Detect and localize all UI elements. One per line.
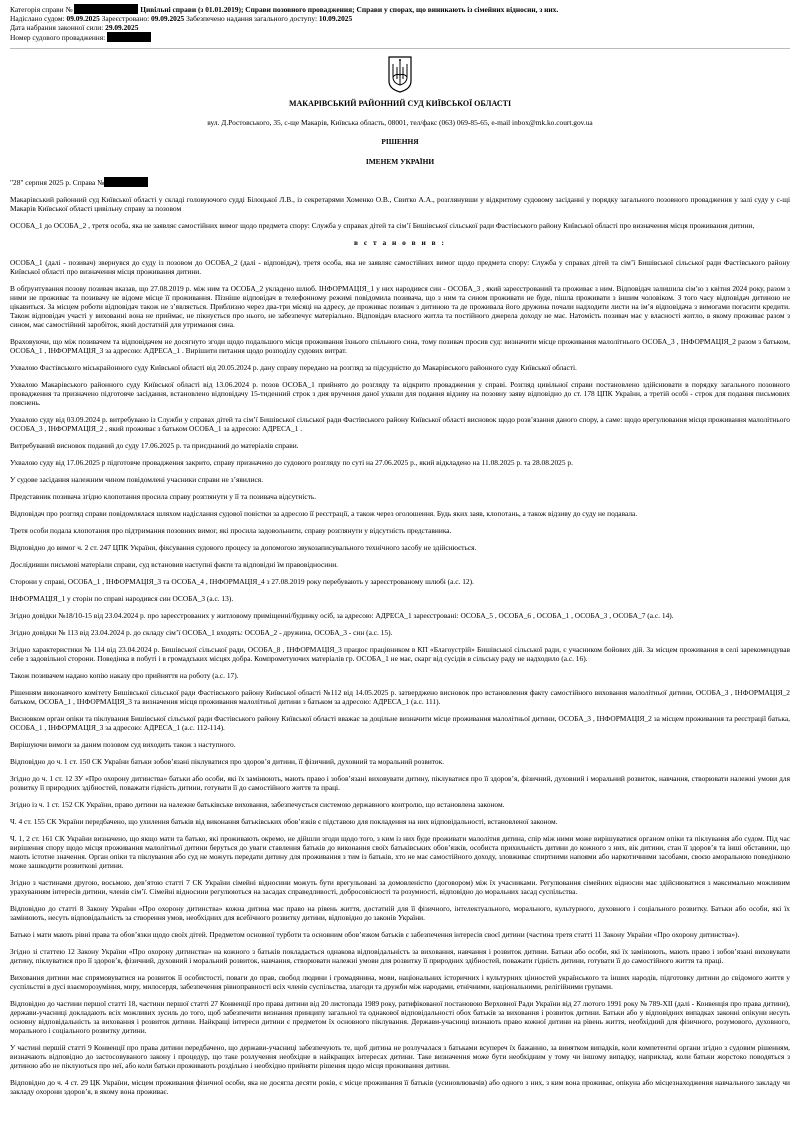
- ustanovyv-heading: в с т а н о в и в :: [354, 238, 446, 247]
- decision-title: РІШЕННЯ: [381, 137, 419, 146]
- paragraph: В обґрунтування позову позивач вказав, що 27.08.2019 р. між ним та ОСОБА_2 укладено шлюб. ІНФОРМАЦІЯ_1 у них народився син - ОСОБА_3 , який зареєстрований та проживає з ним. Відповідач залишила сім’ю з квітня 2024 року, разом з ними не проживає та позивачу не відоме місце її проживання. Пізніше відповідач в телефонному режимі повідомила позивача, що з ним та сином проживати не буде, пішла проживати з іншим чоловіком. З того часу відповідач дитиною не цікавиться. За місцем роботи відповідач також не з’являється. Приблизно через два-три місяці на адресу, де проживає позивач з дитиною та де проживала його дружина почали надходити листи на ім’я відповідача з вимогами погасити кредити. Також відповідач участі у вихованні вона не приймає, не пікнується про нього, не забезпечує матеріально. Відповідач власного житла та постійного джерела доходу не має. Натомість позивач має у власності житло, в якому проживає разом з сином, має самостійний заробіток, який достатній для утримання сина.: [10, 284, 790, 329]
- paragraph: Сторони у справі, ОСОБА_1 , ІНФОРМАЦІЯ_3 та ОСОБА_4 , ІНФОРМАЦІЯ_4 з 27.08.2019 року перебувають у зареєстрованому шлюбі (а.с. 12).: [10, 577, 474, 586]
- registered-date: 09.09.2025: [150, 14, 185, 23]
- paragraph: Ч. 4 ст. 155 СК України передбачено, що ухилення батьків від виконання батьківських обов’язків є підставою для покладення на них відповідальності, встановленої законом.: [10, 817, 558, 826]
- paragraph: Виховання дитини має спрямовуватися на розвиток її особистості, поваги до прав, свобод людини і громадянина, мови, національних історичних і культурних цінностей українського та інших народів, підготовку дитини до свідомого життя у суспільстві в дусі взаєморозуміння, миру, милосердя, забезпечення рівноправності всіх членів суспільства, злагоди та дружби між народами, етнічними, національними, релігійними групами.: [10, 973, 790, 991]
- access-date: 10.09.2025: [318, 14, 353, 23]
- sent-label: Надіслано судом:: [10, 14, 65, 23]
- paragraph: ОСОБА_1 до ОСОБА_2 , третя особа, яка не заявляє самостійних вимог щодо предмета спору: Служба у справах дітей та сім’ї Бишівської сільської ради Фастівського району Київської області про визначення місця проживання дитини,: [10, 221, 755, 230]
- paragraph: Згідно довідки №18/10-15 від 23.04.2024 р. про зареєстрованих у житловому приміщенні/будинку осіб, за адресою: АДРЕСА_1 зареєстровані: ОСОБА_5 , ОСОБА_6 , ОСОБА_1 , ОСОБА_3 , ОСОБА_7 (а.с. 14).: [10, 611, 674, 620]
- paragraph: Згідно з частинами другою, восьмою, дев’ятою статті 7 СК України сімейні відносини можуть бути врегульовані за домовленістю (договором) між їх учасниками. Регулювання сімейних відносин має здійснюватися з максимально можливим урахуванням інтересів дитини, членів сім’ї. Сімейні відносини регулюються на засадах справедливості, добросовісності та розумності, відповідно до моральних засад суспільства.: [10, 878, 790, 896]
- paragraph: Витребуваний висновок поданий до суду 17.06.2025 р. та приєднаний до матеріалів справи.: [10, 441, 299, 450]
- paragraph: У частині першій статті 9 Конвенції про права дитини передбачено, що держави-учасниці забезпечують те, щоб дитина не розлучалася з батьками всупереч їх бажанню, за винятком випадків, коли компетентні органи згідно з судовим рішенням, визначають відповідно до застосовуваного закону і процедур, що таке розлучення необхідне в найкращих інтересах дитини. Таке визначення може бути необхідним у тому чи іншому випадку, наприклад, коли батьки жорстоко поводяться з дитиною або не піклуються про неї, або коли батьки проживають роздільно і необхідно прийняти рішення щодо місця проживання дитини.: [10, 1043, 790, 1070]
- paragraph: Висновком орган опіки та піклування Бишівської сільської ради Фастівського району Київської області вважає за доцільне визначити місце проживання малолітньої дитини, ОСОБА_3 , ІНФОРМАЦІЯ_2 за місцем проживання та реєстрації батька, ОСОБА_1 , ІНФОРМАЦІЯ_3 за адресою: АДРЕСА_1 (а.с. 112-114).: [10, 714, 790, 732]
- paragraph: ІНФОРМАЦІЯ_1 у сторін по справі народився син ОСОБА_3 (а.с. 13).: [10, 594, 234, 603]
- paragraph: ОСОБА_1 (далі - позивач) звернувся до суду із позовом до ОСОБА_2 (далі - відповідач), третя особа, яка не заявляє самостійних вимог щодо предмета спору: Служба у справах дітей та сім’ї Бишівської сільської ради Фастівського району Київської області про визначення місця проживання дитини.: [10, 258, 790, 276]
- redacted-case-number: [74, 4, 138, 14]
- category-text: Цивільні справи (з 01.01.2019); Справи позовного провадження; Справи у спорах, що виникають із сімейних відносин, з них.: [140, 5, 559, 14]
- access-label: Забезпечено надання загального доступу:: [186, 14, 318, 23]
- redacted-case-number-2: [104, 177, 148, 187]
- paragraph: Ч. 1, 2 ст. 161 СК України визначено, що якщо мати та батько, які проживають окремо, не дійшли згоди щодо того, з ким із них буде проживати малолітня дитина, спір між ними може вирішуватися органом опіки та піклування або судом. Під час вирішення спору щодо місця проживання малолітньої дитини беруться до уваги ставлення батьків до виконання своїх батьківських обов’язків, особиста прихильність дитини до кожного з них, вік дитини, стан її здоров’я та інші обставини, що мають істотне значення. Орган опіки та піклування або суд не можуть передати дитину для проживання з тим із батьків, хто не має самостійного доходу, зловживає спиртними напоями або наркотичними засобами, своєю аморальною поведінкою може зашкодити розвиткові дитини.: [10, 834, 790, 870]
- effect-date: 29.09.2025: [105, 23, 139, 32]
- effect-label: Дата набрання законної сили:: [10, 23, 104, 32]
- sent-date: 09.09.2025: [66, 14, 100, 23]
- paragraph: Відповідно до вимог ч. 2 ст. 247 ЦПК України, фіксування судового процесу за допомогою звукозаписувального технічного засобу не здійснюється.: [10, 543, 477, 552]
- paragraph: Ухвалою суду від 17.06.2025 р підготовче провадження закрито, справу призначено до судового розгляду по суті на 27.06.2025 р., який відкладено на 11.08.2025 р. та 28.08.2025 р.: [10, 458, 573, 467]
- court-name: МАКАРІВСЬКИЙ РАЙОННИЙ СУД КИЇВСЬКОЇ ОБЛАСТІ: [288, 99, 512, 108]
- category-label: Категорія справи №: [10, 5, 73, 14]
- paragraph: У судове засідання належним чином повідомлені учасники справи не з’явилися.: [10, 475, 264, 484]
- paragraph: Макарівський районний суд Київської області у складі головуючого судді Білоцької Л.В., із секретарями Хоменко О.В., Свитко А.А., розглянувши у відкритому судовому засіданні у порядку загального позовного провадження у залі суду у с-щі Макарів Київської області цивільну справу за позовом: [10, 195, 790, 213]
- paragraph: Ухвалою Макарівського районного суду Київської області від 13.06.2024 р. позов ОСОБА_1 прийнято до розгляду та відкрито провадження у справі. Розгляд цивільної справи постановлено здійснювати в порядку загального позовного провадження та призначено підготовче засідання, встановлено відповідачу 15-тиденний строк з дня вручення даної ухвали для подання відзиву на позовну заяву відповідно до ст. 178 ЦПК України, а третій особі - строк для подання письмових пояснень.: [10, 380, 790, 407]
- paragraph: Відповідач про розгляд справи повідомлялася шляхом надіслання судової повістки за адресою її реєстрації, а також через оголошення. Будь яких заяв, клопотань, а також відзиву до суду не подавала.: [10, 509, 638, 518]
- paragraph: Представник позивача згідно клопотання просила справу розглянути у її та позивача відсутність.: [10, 492, 317, 501]
- paragraph: Вирішуючи вимоги за даним позовом суд виходить також з наступного.: [10, 740, 236, 749]
- category-line: [10, 4, 790, 14]
- paragraph: Батько і мати мають рівні права та обов’язки щодо своїх дітей. Предметом основної турботи та основним обов’язком батьків є забезпечення інтересів своєї дитини (частина третя статті 11 Закону України «Про охорону дитинства»).: [10, 930, 740, 939]
- number-line: [10, 32, 790, 42]
- paragraph: Враховуючи, що між позивачем та відповідачем не досягнуто згоди щодо подальшого місця проживання їхнього спільного сина, тому позивач просив суд: визначити місце проживання малолітнього ОСОБА_3 , ІНФОРМАЦІЯ_2 разом з батьком, ОСОБА_1 , ІНФОРМАЦІЯ_3 за адресою: АДРЕСА_1 . Вирішити питання щодо розподілу судових витрат.: [10, 337, 790, 355]
- registered-label: Зареєстровано:: [101, 14, 150, 23]
- decision-subtitle: ІМЕНЕМ УКРАЇНИ: [365, 157, 435, 166]
- paragraph: Ухвалою суду від 03.09.2024 р. витребувано із Служби у справах дітей та сім’ї Бишівської сільської ради Фастівського району Київської області висновок щодо розв’язання даного спору, а саме: щодо врегулювання місця проживання малолітнього ОСОБА_3 , ІНФОРМАЦІЯ_2 , який проживає з батьком ОСОБА_1 за адресою: АДРЕСА_1 .: [10, 415, 790, 433]
- paragraph: Згідно із ч. 1 ст. 152 СК України, право дитини на належне батьківське виховання, забезпечується системою державного контролю, що встановлена законом.: [10, 800, 505, 809]
- paragraph: Відповідно до статті 8 Закону України «Про охорону дитинства» кожна дитина має право на рівень життя, достатній для її фізичного, інтелектуального, морального, культурного, духовного і соціального розвитку. Батьки або особи, які їх замінюють, несуть відповідальність за створення умов, необхідних для всебічного розвитку дитини, відповідно до законів України.: [10, 904, 790, 922]
- paragraph: Рішенням виконавчого комітету Бишівської сільської ради Фастівського району Київської області №112 від 14.05.2025 р. затверджено висновок про встановлення факту самостійного виховання малолітньої дитини, ОСОБА_3 , ІНФОРМАЦІЯ_2 батьком, ОСОБА_1 , ІНФОРМАЦІЯ_3 та визначення місця проживання малолітньої дитини з батьком за адресою: АДРЕСА_1 (а.с. 111).: [10, 688, 790, 706]
- paragraph: Згідно до ч. 1 ст. 12 ЗУ «Про охорону дитинства» батьки або особи, які їх замінюють, мають право і зобов’язані виховувати дитину, піклуватися про її здоров’я, фізичний, духовний і моральний розвиток, навчання, створювати належні умови для розвитку її природних здібностей, поважати гідність дитини, готувати її до самостійного життя та праці.: [10, 774, 790, 792]
- coat-of-arms-icon: [387, 55, 413, 93]
- paragraph: Ухвалою Фастівського міськрайонного суду Київської області від 20.05.2024 р. дану справу передано на розгляд за підсудністю до Макарівського районного суду Київської області.: [10, 363, 577, 372]
- paragraph: Дослідивши письмові матеріали справи, суд встановив наступні факти та відповідні їм правовідносини.: [10, 560, 338, 569]
- date-line: [10, 177, 790, 187]
- paragraph: Відповідно до ч. 1 ст. 150 СК України батьки зобов’язані піклуватися про здоров’я дитини, її фізичний, духовний та моральний розвиток.: [10, 757, 445, 766]
- redacted-proceeding-number: [107, 32, 151, 42]
- document-page: [10, 0, 790, 1096]
- date-text: "28" серпня 2025 р. Справа №: [10, 178, 105, 187]
- paragraph: Відповідно до частини першої статті 18, частини першої статті 27 Конвенції про права дитини від 20 листопада 1989 року, ратифікованої постановою Верховної Ради України від 27 лютого 1991 року № 789-XII (далі - Конвенція про права дитини), держави-учасниці докладають всіх можливих зусиль до того, щоб забезпечити визнання принципу загальної та однакової відповідальності обох батьків за виховання і розвиток дитини. Батьки або у відповідних випадках законні опікуни несуть основну відповідальність за виховання і розвиток дитини. Найкращі інтереси дитини є предметом їх основного піклування. Держави-учасниці визнають право кожної дитини на рівень життя, необхідний для фізичного, розумового, духовного, морального і соціального розвитку дитини.: [10, 999, 790, 1035]
- paragraph: Згідно довідки № 113 від 23.04.2024 р. до складу сім’ї ОСОБА_1 входять: ОСОБА_2 - дружина, ОСОБА_3 - син (а.с. 15).: [10, 628, 393, 637]
- paragraph: Згідно зі статтею 12 Закону України «Про охорону дитинства» на кожного з батьків покладається однакова відповідальність за виховання, навчання і розвиток дитини. Батьки або особи, які їх замінюють, мають право і зобов’язані виховувати дитину, піклуватися про її здоров’я, фізичний, духовний і моральний розвиток, навчання, створювати належні умови для розвитку її природних здібностей, поважати гідність дитини, готувати її до самостійного життя та праці.: [10, 947, 790, 965]
- paragraph: Відповідно до ч. 4 ст. 29 ЦК України, місцем проживання фізичної особи, яка не досягла десяти років, є місце проживання її батьків (усиновлювачів) або одного з них, з ким вона проживає, опікуна або місцезнаходження навчального закладу чи закладу охорони здоров’я, в якому вона проживає.: [10, 1078, 790, 1096]
- effect-line: [10, 23, 790, 32]
- court-address: вул. Д.Ростовського, 35, с-ще Макарів, Київська область, 08001, тел/факс (063) 069-85-65, e-mail inbox@mk.ko.court.gov.ua: [207, 118, 593, 127]
- paragraph: Також позивачем надано копію наказу про прийняття на роботу (а.с. 17).: [10, 671, 239, 680]
- paragraph: Третя особи подала клопотання про підтримання позовних вимог, які просила задовольнити, справу розглянути у відсутність представника.: [10, 526, 452, 535]
- number-label: Номер судового провадження:: [10, 33, 106, 42]
- dates-line: [10, 14, 790, 23]
- header-divider: [10, 48, 790, 49]
- paragraph: Згідно характеристики № 114 від 23.04.2024 р. Бишівської сільської ради, ОСОБА_8 , ІНФОРМАЦІЯ_3 працює працівником в КП «Благоустрій» Бишівської сільської ради, є учасником бойових дій. За місцем проживання в селі зарекомендував себе з задовільної сторони. Поведінка в побуті і в громадських місцях добра. Компрометуючих матеріалів гр. ОСОБА_1 не має, скарг від сусідів в сільську раду не надходило (а.с. 16).: [10, 645, 790, 663]
